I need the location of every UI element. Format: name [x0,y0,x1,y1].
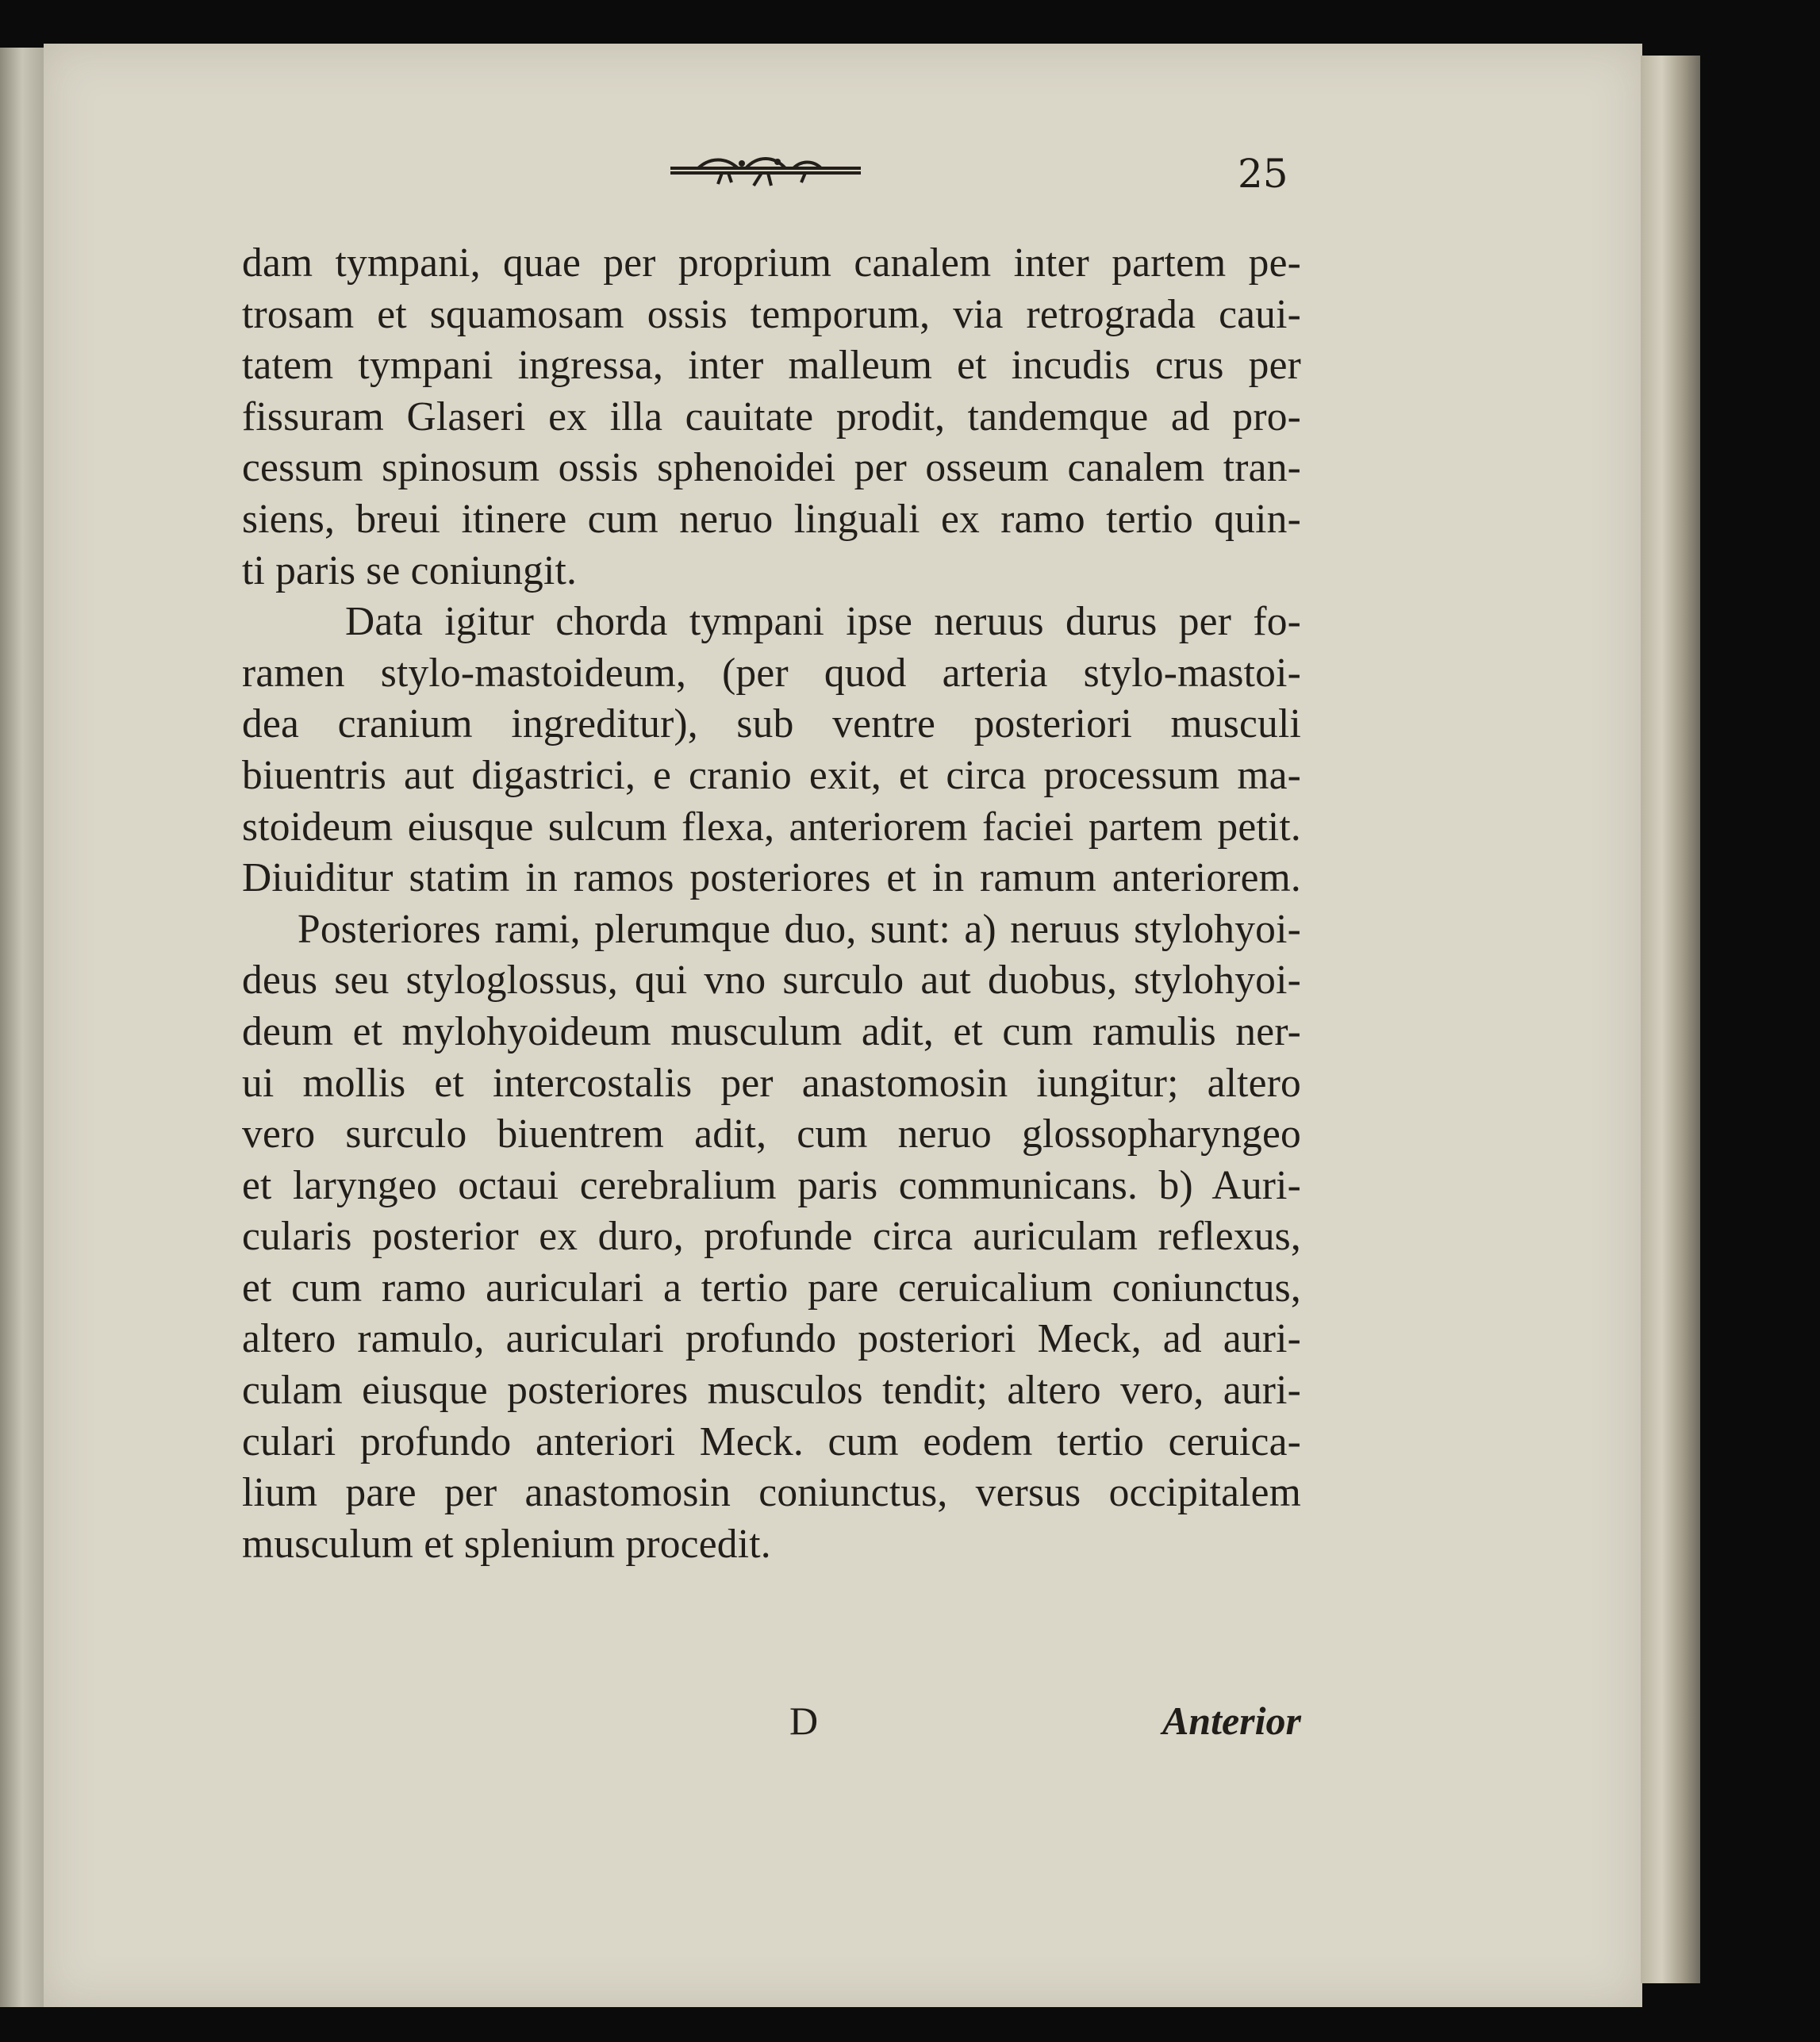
text-line: altero ramulo, auriculari profundo posteriori Meck, ad auri- [242,1316,1301,1362]
text-line: ui mollis et intercostalis per anastomosin iungitur; altero [242,1060,1301,1106]
facing-page-edge [0,48,49,2007]
text-line: vero surculo biuentrem adit, cum neruo glossopharyngeo [242,1111,1301,1157]
page-footer [242,1698,1301,1753]
page-number: 25 [1238,151,1288,197]
text-line: ti paris se coniungit. [242,547,578,593]
text-line: cularis posterior ex duro, profunde circa auriculam reflexus, [242,1214,1301,1260]
text-line: fissuram Glaseri ex illa cauitate prodit, tandemque ad pro- [242,393,1301,439]
text-line: Posteriores rami, plerumque duo, sunt: a) neruus stylohyoi- [298,906,1301,952]
text-line: et laryngeo octaui cerebralium paris communicans. b) Auri- [242,1162,1301,1208]
text-line: siens, breui itinere cum neruo linguali ex ramo tertio quin- [242,496,1301,542]
text-line: et cum ramo auriculari a tertio pare ceruicalium coniunctus, [242,1265,1301,1311]
text-line: lium pare per anastomosin coniunctus, versus occipitalem [242,1470,1301,1516]
text-line: dam tympani, quae per proprium canalem inter partem pe- [242,240,1301,286]
text-line: tatem tympani ingressa, inter malleum et incudis crus per [242,343,1301,389]
text-line: Data igitur chorda tympani ipse neruus durus per fo- [345,599,1301,645]
text-line: dea cranium ingreditur), sub ventre posteriori musculi [242,701,1301,747]
text-line: culari profundo anteriori Meck. cum eodem tertio ceruica- [242,1418,1301,1464]
text-line: stoideum eiusque sulcum flexa, anteriorem faciei partem petit. [242,804,1301,850]
text-line: deum et mylohyoideum musculum adit, et cum ramulis ner- [242,1008,1301,1054]
text-line: cessum spinosum ossis sphenoidei per osseum canalem tran- [242,445,1301,491]
signature-mark: D [789,1698,819,1743]
page-text [242,238,1301,1570]
page-stack-edge [1641,56,1700,1983]
text-line: trosam et squamosam ossis temporum, via retrograda caui- [242,291,1301,337]
catchword: Anterior [1161,1698,1301,1743]
text-line: culam eiusque posteriores musculos tendit; altero vero, auri- [242,1368,1301,1414]
text-line: biuentris aut digastrici, e cranio exit, et circa processum ma- [242,752,1301,798]
text-line: musculum et splenium procedit. [242,1521,771,1567]
text-line: deus seu styloglossus, qui vno surculo aut duobus, stylohyoi- [242,958,1301,1004]
text-line: Diuiditur statim in ramos posteriores et in ramum anteriorem. [242,855,1301,901]
printer-ornament-icon [666,151,865,190]
text-line: ramen stylo-mastoideum, (per quod arteria stylo-mastoi- [242,650,1301,696]
